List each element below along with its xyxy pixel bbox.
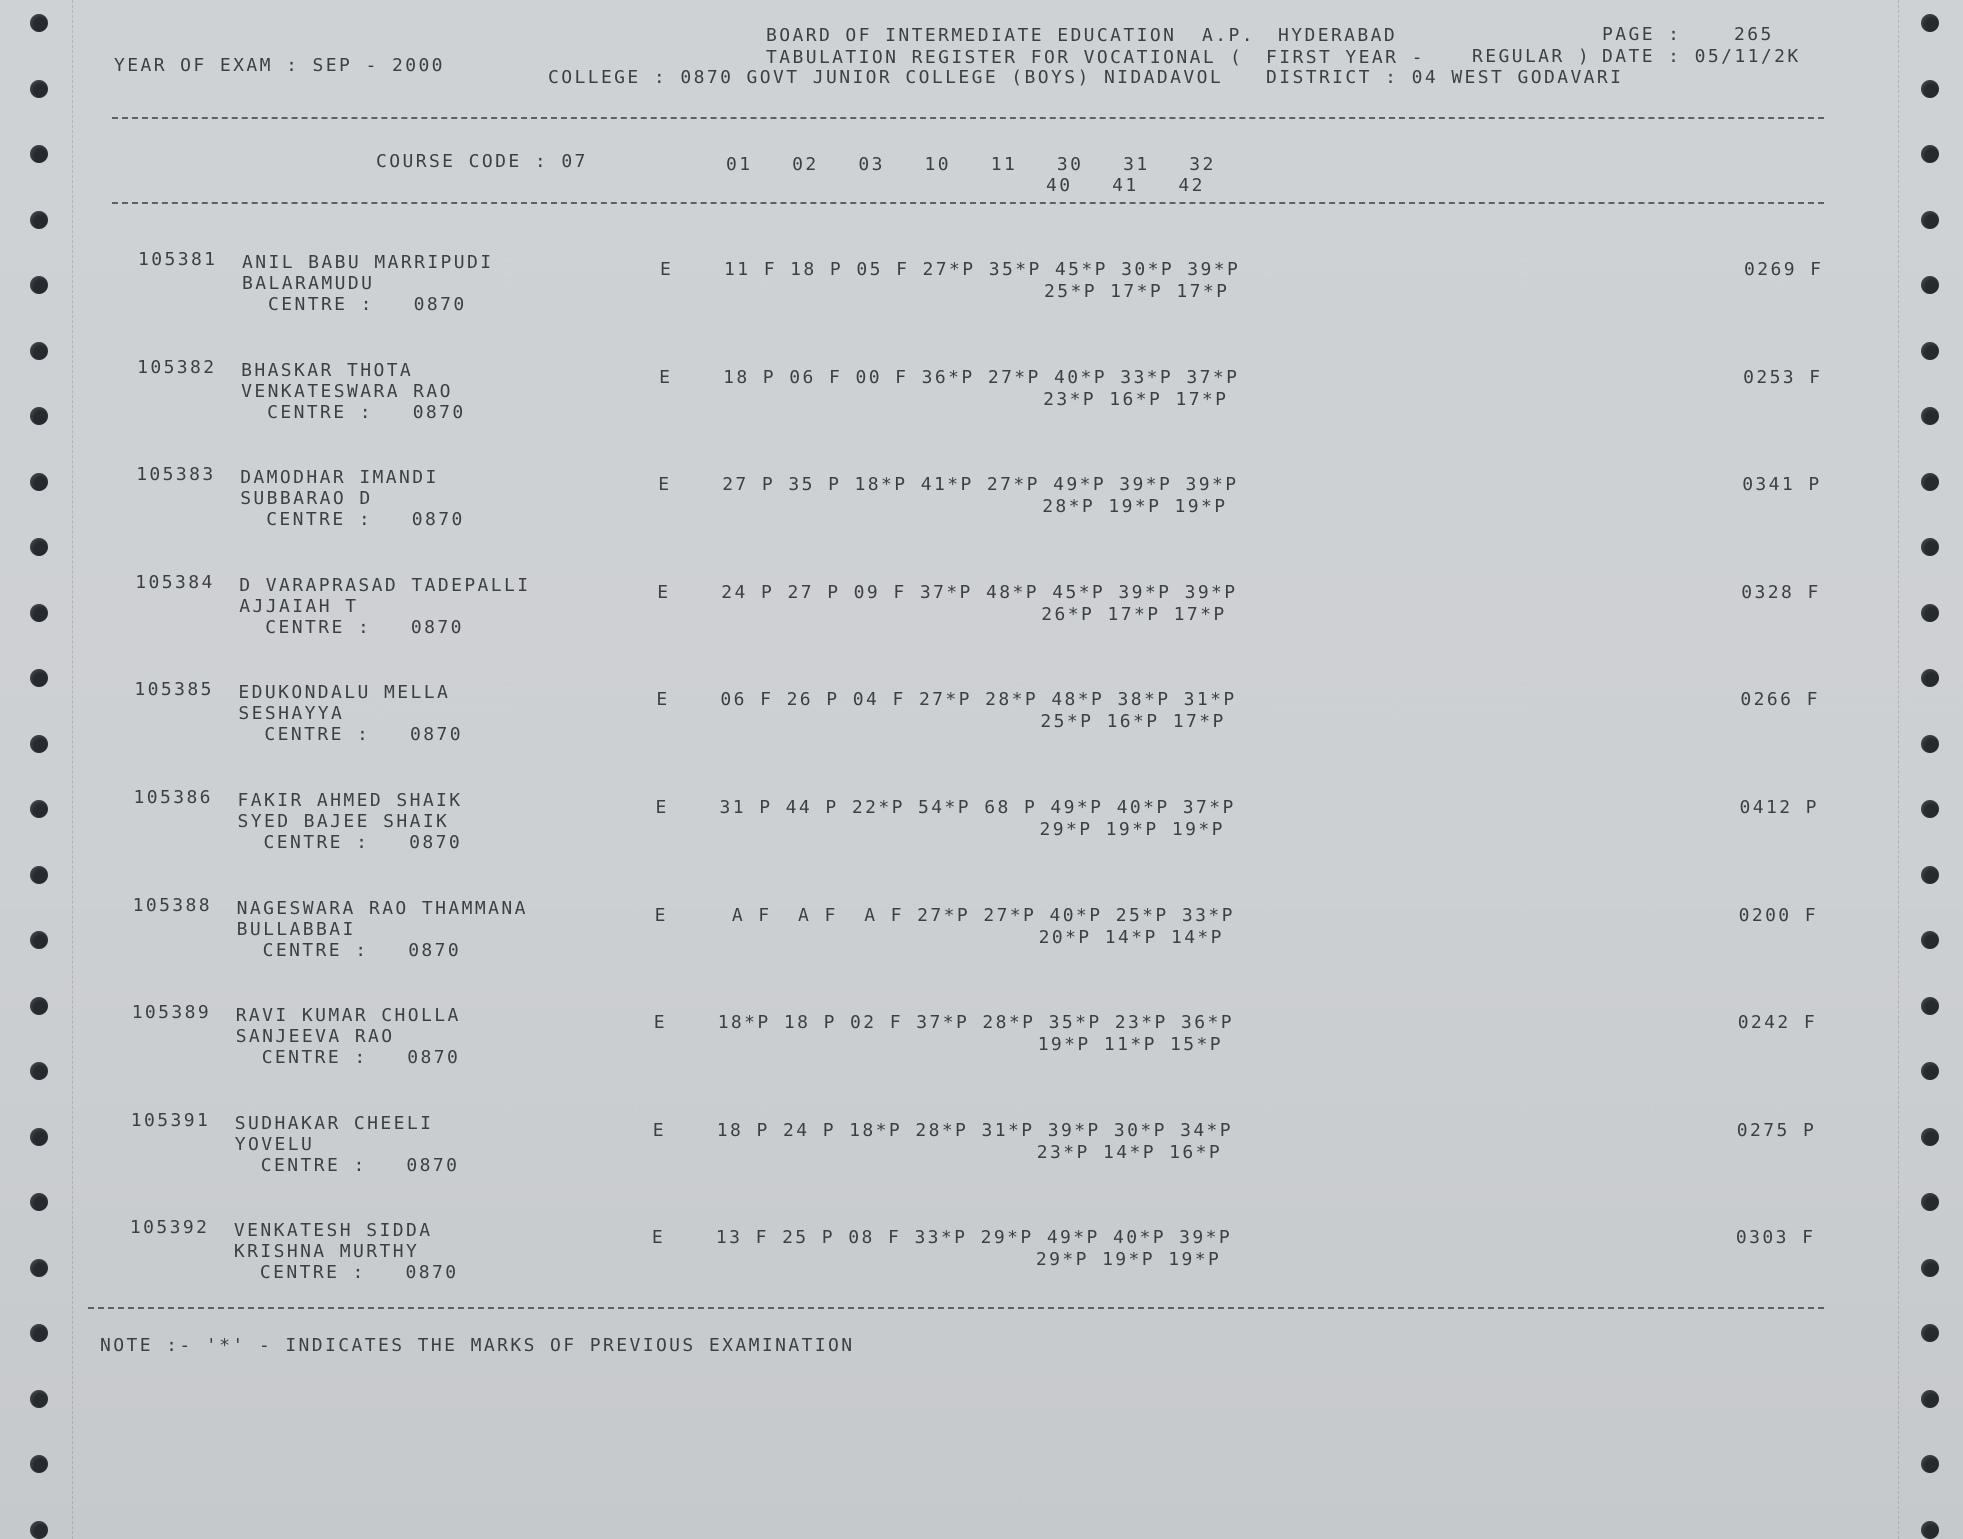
medium-code: E	[651, 1227, 666, 1249]
subject-marks-row2: 23*P 16*P 17*P	[1043, 388, 1229, 410]
subject-marks-row1: 27 P 35 P 18*P 41*P 27*P 49*P 39*P 39*P	[722, 474, 1239, 496]
feed-hole	[1921, 1455, 1939, 1473]
centre-code: CENTRE : 0870	[267, 401, 466, 423]
print-date: DATE : 05/11/2K	[1602, 46, 1801, 67]
feed-hole	[1921, 14, 1939, 32]
feed-hole	[30, 1259, 48, 1277]
right-tractor-feed-holes	[1909, 0, 1949, 1539]
total-result: 0341 P	[1742, 474, 1822, 496]
total-result: 0269 F	[1744, 259, 1824, 280]
feed-hole	[1921, 931, 1939, 949]
feed-hole	[30, 866, 48, 884]
father-name: SUBBARAO D	[240, 488, 373, 510]
header-rule	[112, 117, 1824, 119]
college-info: COLLEGE : 0870 GOVT JUNIOR COLLEGE (BOYS) NIDADAVOL	[548, 67, 1224, 88]
subject-marks-row1: 13 F 25 P 08 F 33*P 29*P 49*P 40*P 39*P	[715, 1227, 1233, 1249]
subject-marks-row2: 19*P 11*P 15*P	[1037, 1034, 1224, 1056]
centre-code: CENTRE : 0870	[266, 509, 465, 531]
medium-code: E	[654, 904, 668, 926]
feed-hole	[30, 211, 48, 229]
centre-code: CENTRE : 0870	[259, 1262, 459, 1284]
student-name: DAMODHAR IMANDI	[240, 467, 439, 489]
feed-hole	[30, 538, 48, 556]
centre-code: CENTRE : 0870	[268, 294, 467, 315]
feed-hole	[30, 276, 48, 294]
city-label: HYDERABAD	[1278, 25, 1398, 46]
father-name: YOVELU	[234, 1133, 315, 1155]
feed-hole	[30, 14, 48, 32]
feed-hole	[1921, 80, 1939, 98]
medium-code: E	[658, 474, 672, 496]
student-name: FAKIR AHMED SHAIK	[237, 790, 463, 811]
father-name: KRISHNA MURTHY	[233, 1241, 420, 1263]
register-number: 105392	[129, 1217, 210, 1239]
feed-hole	[30, 735, 48, 753]
board-title: BOARD OF INTERMEDIATE EDUCATION	[766, 25, 1177, 46]
centre-code: CENTRE : 0870	[263, 832, 463, 853]
medium-code: E	[655, 797, 669, 818]
register-number: 105386	[133, 787, 213, 808]
student-name: BHASKAR THOTA	[241, 359, 414, 381]
father-name: SANJEEVA RAO	[235, 1026, 395, 1048]
medium-code: E	[657, 581, 671, 603]
feed-hole	[30, 931, 48, 949]
feed-hole	[30, 473, 48, 491]
year-type: FIRST YEAR -	[1266, 47, 1425, 68]
medium-code: E	[652, 1119, 667, 1141]
register-number: 105383	[136, 464, 216, 486]
student-name: D VARAPRASAD TADEPALLI	[239, 574, 531, 596]
subject-marks-row1: 24 P 27 P 09 F 37*P 48*P 45*P 39*P 39*P	[721, 581, 1238, 603]
feed-hole	[30, 407, 48, 425]
centre-code: CENTRE : 0870	[262, 939, 462, 961]
subject-marks-row1: 18*P 18 P 02 F 37*P 28*P 35*P 23*P 36*P	[717, 1012, 1234, 1034]
medium-code: E	[660, 259, 674, 280]
feed-hole	[1921, 997, 1939, 1015]
feed-hole	[1921, 1193, 1939, 1211]
register-number: 105389	[131, 1002, 212, 1024]
student-name: ANIL BABU MARRIPUDI	[242, 252, 494, 273]
register-number: 105385	[134, 679, 214, 701]
subject-marks-row2: 20*P 14*P 14*P	[1038, 926, 1224, 948]
student-name: SUDHAKAR CHEELI	[234, 1112, 434, 1134]
total-result: 0253 F	[1743, 366, 1823, 388]
left-tractor-feed-holes	[18, 0, 58, 1539]
feed-hole	[30, 604, 48, 622]
centre-code: CENTRE : 0870	[264, 724, 463, 746]
total-result: 0303 F	[1735, 1227, 1816, 1249]
feed-hole	[30, 997, 48, 1015]
right-perforation-line	[1898, 0, 1901, 1539]
centre-code: CENTRE : 0870	[261, 1047, 461, 1069]
district-info: DISTRICT : 04 WEST GODAVARI	[1266, 67, 1624, 88]
feed-hole	[30, 1390, 48, 1408]
father-name: BULLABBAI	[236, 918, 356, 940]
feed-hole	[1921, 800, 1939, 818]
register-number: 105388	[132, 894, 213, 916]
father-name: SYED BAJEE SHAIK	[237, 811, 450, 832]
year-of-exam: YEAR OF EXAM : SEP - 2000	[114, 55, 445, 76]
feed-hole	[1921, 735, 1939, 753]
feed-hole	[30, 80, 48, 98]
subject-codes-row1: 01 02 03 10 11 30 31 32	[726, 154, 1216, 175]
feed-hole	[1921, 1259, 1939, 1277]
left-perforation-line	[72, 0, 75, 1539]
subject-marks-row2: 26*P 17*P 17*P	[1041, 603, 1227, 625]
feed-hole	[30, 1455, 48, 1473]
feed-hole	[30, 1062, 48, 1080]
subject-marks-row2: 29*P 19*P 19*P	[1035, 1249, 1222, 1271]
feed-hole	[1921, 276, 1939, 294]
register-number: 105381	[138, 249, 218, 270]
feed-hole	[30, 1521, 48, 1539]
feed-hole	[30, 800, 48, 818]
register-number: 105382	[137, 356, 217, 378]
subject-marks-row2: 25*P 17*P 17*P	[1044, 281, 1230, 302]
feed-hole	[1921, 604, 1939, 622]
total-result: 0266 F	[1740, 689, 1820, 711]
feed-hole	[1921, 342, 1939, 360]
medium-code: E	[653, 1012, 667, 1034]
subject-marks-row1: 11 F 18 P 05 F 27*P 35*P 45*P 30*P 39*P	[724, 259, 1241, 280]
total-result: 0242 F	[1737, 1012, 1818, 1034]
feed-hole	[1921, 407, 1939, 425]
subject-marks-row1: 31 P 44 P 22*P 54*P 68 P 49*P 40*P 37*P	[719, 797, 1236, 818]
subject-marks-row1: 18 P 24 P 18*P 28*P 31*P 39*P 30*P 34*P	[716, 1119, 1234, 1141]
feed-hole	[1921, 473, 1939, 491]
footnote: NOTE :- '*' - INDICATES THE MARKS OF PREVIOUS EXAMINATION	[100, 1335, 855, 1356]
feed-hole	[30, 1193, 48, 1211]
feed-hole	[1921, 1128, 1939, 1146]
tabulation-title: TABULATION REGISTER FOR VOCATIONAL	[766, 47, 1217, 68]
centre-code: CENTRE : 0870	[265, 616, 464, 638]
feed-hole	[30, 145, 48, 163]
regular-label: REGULAR )	[1472, 46, 1592, 67]
father-name: SESHAYYA	[238, 703, 345, 725]
subject-marks-row2: 29*P 19*P 19*P	[1039, 819, 1225, 840]
register-number: 105391	[130, 1109, 211, 1131]
feed-hole	[1921, 538, 1939, 556]
feed-hole	[30, 669, 48, 687]
subject-marks-row1: 18 P 06 F 00 F 36*P 27*P 40*P 33*P 37*P	[723, 366, 1240, 388]
course-code: COURSE CODE : 07	[376, 151, 588, 172]
column-header-rule	[112, 202, 1824, 204]
student-name: NAGESWARA RAO THAMMANA	[236, 897, 528, 919]
subject-marks-row2: 28*P 19*P 19*P	[1042, 496, 1228, 518]
father-name: BALARAMUDU	[242, 273, 375, 294]
student-name: RAVI KUMAR CHOLLA	[235, 1005, 461, 1027]
father-name: AJJAIAH T	[239, 595, 359, 617]
total-result: 0412 P	[1739, 797, 1819, 818]
feed-hole	[1921, 669, 1939, 687]
paren-open: (	[1230, 47, 1244, 68]
state-label: A.P.	[1202, 25, 1255, 46]
subject-marks-row2: 23*P 14*P 16*P	[1036, 1141, 1223, 1163]
page-number: 265	[1734, 24, 1774, 45]
feed-hole	[30, 1324, 48, 1342]
feed-hole	[1921, 1521, 1939, 1539]
medium-code: E	[656, 689, 670, 711]
footer-rule	[88, 1307, 1824, 1309]
subject-marks-row1: A F A F A F 27*P 27*P 40*P 25*P 33*P	[718, 904, 1235, 926]
total-result: 0328 F	[1741, 581, 1821, 603]
page-label: PAGE :	[1602, 24, 1682, 45]
feed-hole	[30, 342, 48, 360]
total-result: 0200 F	[1738, 904, 1819, 926]
feed-hole	[1921, 1062, 1939, 1080]
feed-hole	[1921, 866, 1939, 884]
feed-hole	[1921, 211, 1939, 229]
father-name: VENKATESWARA RAO	[241, 380, 453, 402]
medium-code: E	[659, 366, 673, 388]
register-number: 105384	[135, 571, 215, 593]
feed-hole	[30, 1128, 48, 1146]
subject-marks-row2: 25*P 16*P 17*P	[1040, 711, 1226, 733]
feed-hole	[1921, 145, 1939, 163]
subject-marks-row1: 06 F 26 P 04 F 27*P 28*P 48*P 38*P 31*P	[720, 689, 1237, 711]
total-result: 0275 P	[1736, 1119, 1817, 1141]
feed-hole	[1921, 1390, 1939, 1408]
student-name: EDUKONDALU MELLA	[238, 682, 451, 704]
feed-hole	[1921, 1324, 1939, 1342]
student-name: VENKATESH SIDDA	[233, 1220, 433, 1242]
subject-codes-row2: 40 41 42	[1046, 175, 1205, 196]
centre-code: CENTRE : 0870	[260, 1154, 460, 1176]
